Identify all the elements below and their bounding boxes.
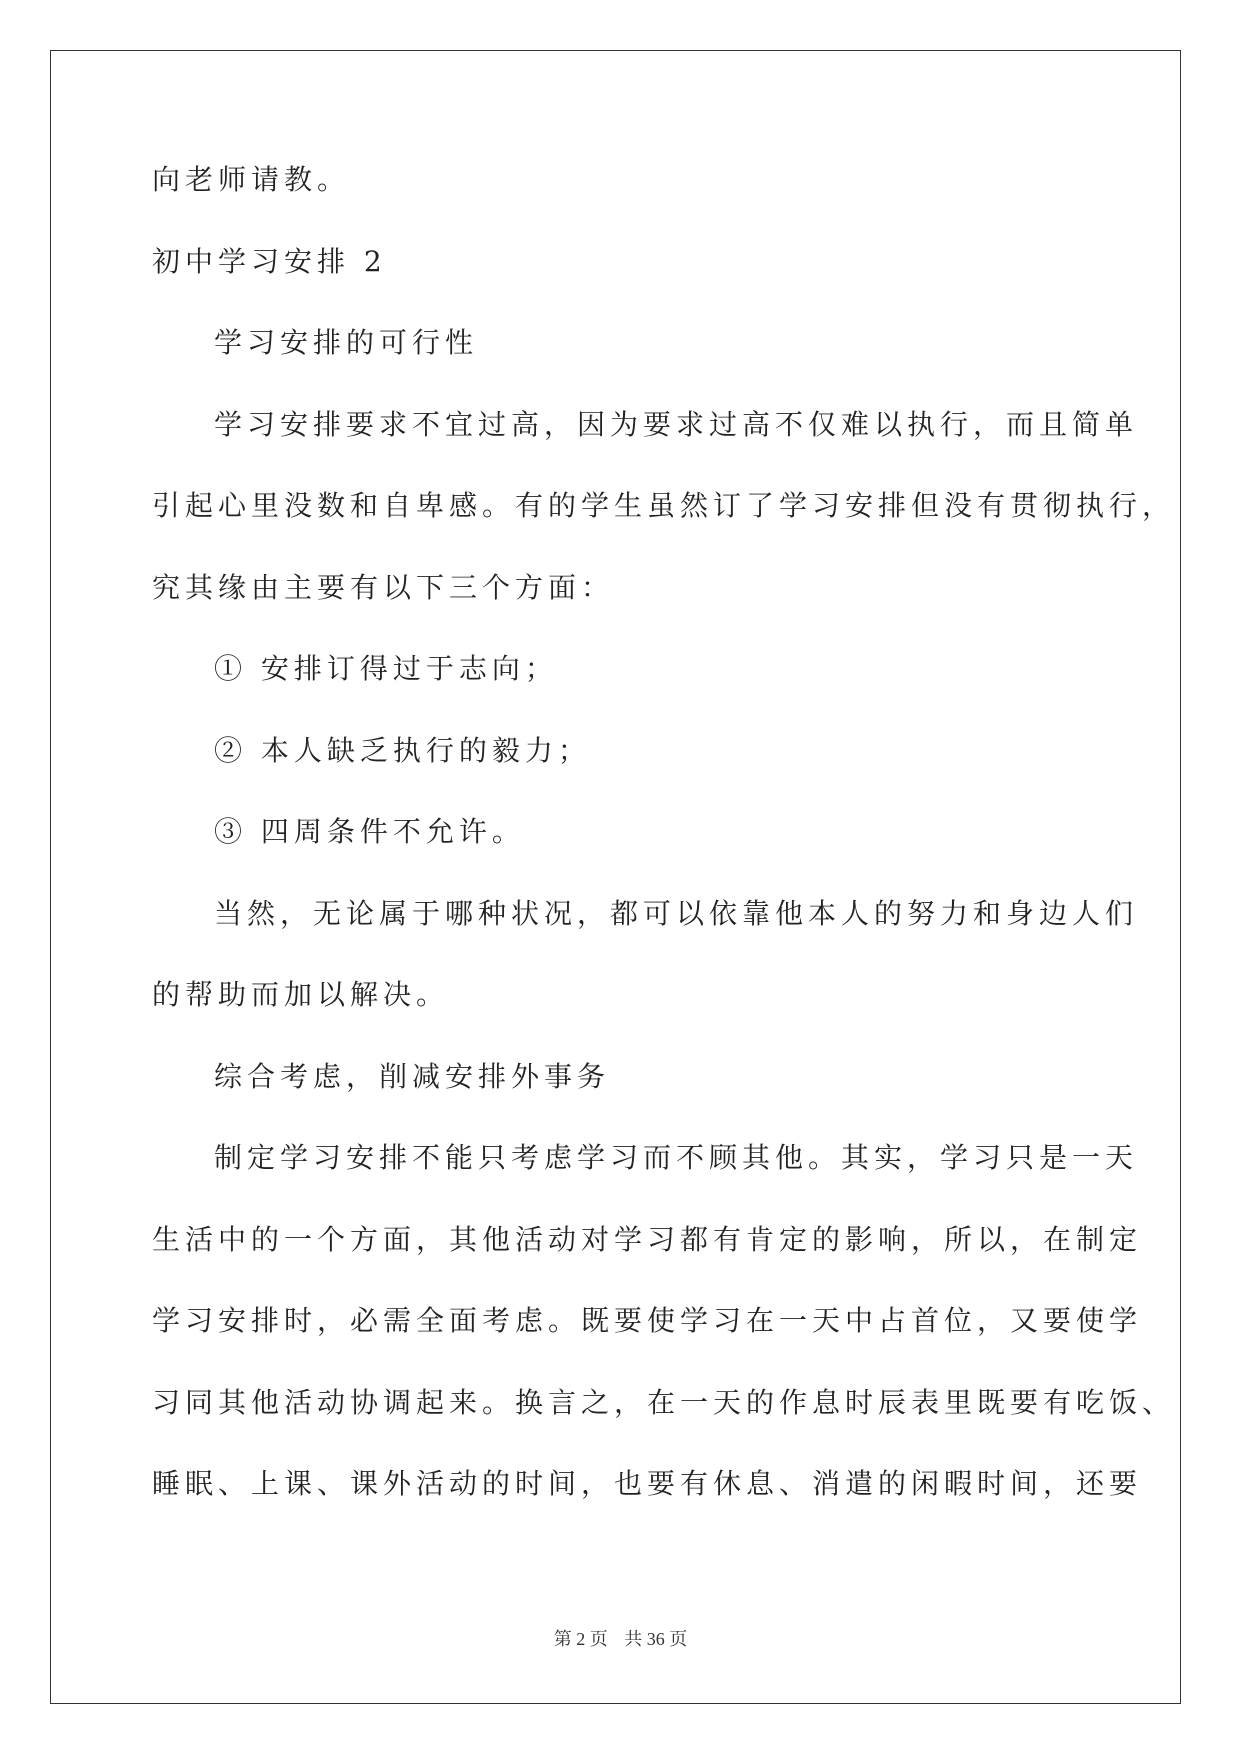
- text-line: 究其缘由主要有以下三个方面：: [152, 571, 615, 604]
- text-line: 习同其他活动协调起来。换言之，在一天的作息时辰表里既要有吃饭、: [152, 1386, 1176, 1419]
- text-line: 学习安排时，必需全面考虑。既要使学习在一天中占首位，又要使学: [152, 1304, 1143, 1337]
- page-border: [50, 50, 1181, 1704]
- text-line: 学习安排要求不宜过高，因为要求过高不仅难以执行，而且简单: [214, 408, 1139, 441]
- text-line: 生活中的一个方面，其他活动对学习都有肯定的影响，所以，在制定: [152, 1223, 1143, 1256]
- section-title: 初中学习安排 2: [152, 245, 387, 278]
- text-line: 引起心里没数和自卑感。有的学生虽然订了学习安排但没有贯彻执行，: [152, 489, 1176, 522]
- text-line: 睡眠、上课、课外活动的时间，也要有休息、消遣的闲暇时间，还要: [152, 1467, 1143, 1500]
- list-item: ② 本人缺乏执行的毅力；: [214, 734, 591, 767]
- page-total: 共 36 页: [624, 1629, 688, 1649]
- subheading: 综合考虑，削减安排外事务: [214, 1060, 611, 1093]
- page-number: 第 2 页: [553, 1629, 608, 1649]
- text-line: 当然，无论属于哪种状况，都可以依靠他本人的努力和身边人们: [214, 897, 1139, 930]
- text-line: 制定学习安排不能只考虑学习而不顾其他。其实，学习只是一天: [214, 1141, 1139, 1174]
- text-line: 的帮助而加以解决。: [152, 978, 450, 1011]
- list-item: ③ 四周条件不允许。: [214, 815, 525, 848]
- subheading: 学习安排的可行性: [214, 326, 479, 359]
- page-footer: [0, 1625, 1241, 1651]
- text-line: 向老师请教。: [152, 163, 351, 196]
- list-item: ① 安排订得过于志向；: [214, 652, 558, 685]
